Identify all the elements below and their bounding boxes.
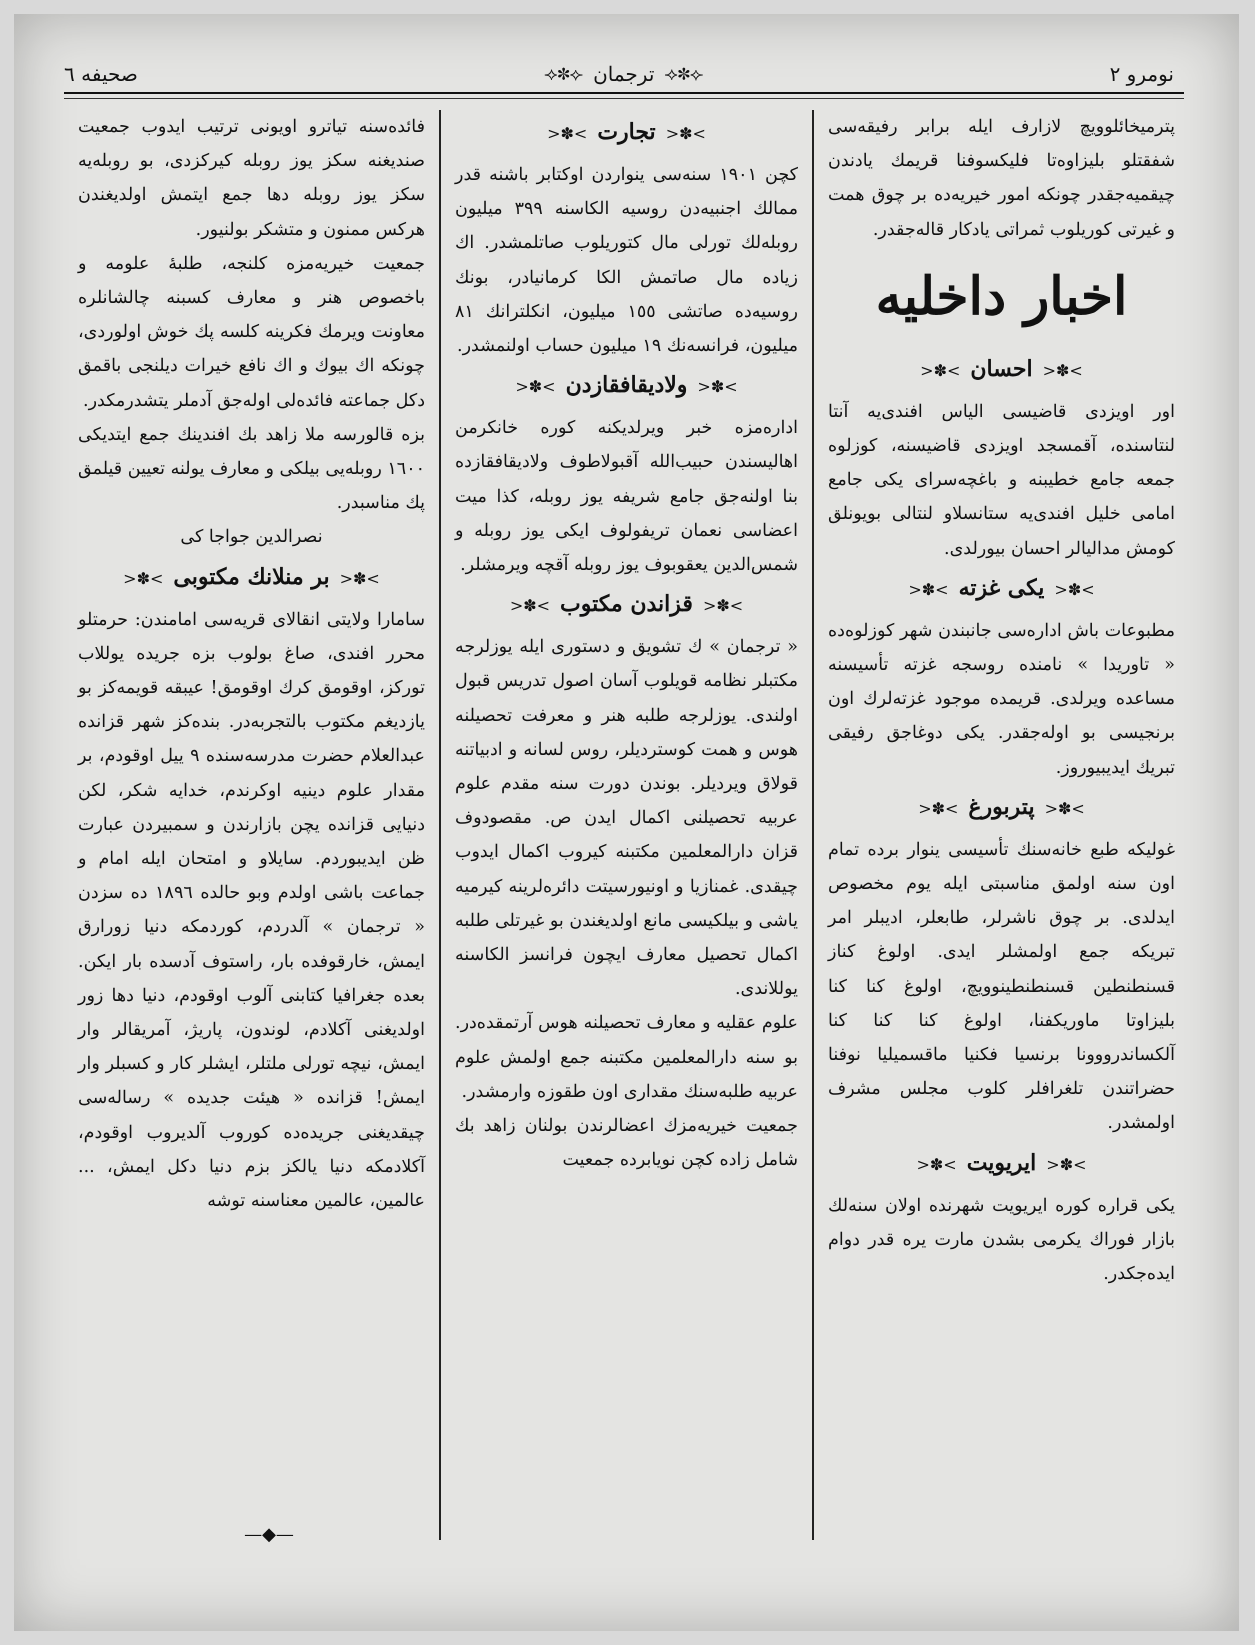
paragraph: « ترجمان » ك تشویق و دستوری ایله یوزلرجه مکتبلر نظامه قویلوب آسان اصول تدریس قبول اولندی. یوزلرجه طلبه هنر و معرفت تحصیلنه هوس و همت کوستردیلر، روس لسانه و ادبیاتنه قولاق ویردیلر. بوندن دورت سنه مقدم علوم عربیه تحصیلنی اکمال ایدن ص. مقصودوف قزان دارالمعلمین مکتبنه کیروب اکمال ایدوب چیقدی. غمنازیا و اونیورسیتت دائره‌لرینه کیرمیه یاشی و بیلکیسی مانع اولدیغندن بو غیرتلی طلبه اکمال تحصیل معارف ایچون فرانسز الکاسنه یوللاندی. (455, 637, 798, 1000)
issue-number: نومرو ٢ (1109, 62, 1174, 86)
paragraph: کچن ١٩٠١ سنه‌سی ینواردن اوکتابر باشنه قدر ممالك اجنبیه‌دن روسیه الکاسنه ٣٩٩ میلیون روبله‌لك تورلی مال کتوریلوب صاتلمشدر. اك زیاده مال صاتمش الکا کرمانیادر، بونك روسیه‌ده صاتشی ١٥٥ میلیون، انکلترانك ٨١ میلیون، فرانسه‌نك ١٩ میلیون حساب اولنمشدر. (455, 165, 799, 357)
ornament-icon: >✽< (908, 579, 949, 599)
paragraph: بزه قالورسه ملا زاهد بك افندینك جمع ایتدیکی ١٦٠٠ روبله‌یی بیلکی و معارف یولنه تعیین قیلمق پك مناسبدر. (78, 424, 425, 514)
paragraph: فائده‌سنه تیاترو اویونی ترتیب ایدوب جمعیت صندیغنه سکز یوز روبله کیرکزدی، بو روبله‌یه سکز یوز روبله دها جمع ایتمش اولدیغندن هرکس ممنون و متشکر بولنیور. (78, 117, 425, 240)
masthead (544, 62, 703, 86)
paragraph: سامارا ولایتی انقالای قریه‌سی امامندن: حرمتلو محرر افندی، صاغ بولوب بزه جریده یوللاب تورکز، اوقومق کرك اوقومق! عیبقه قویمه‌کز بو یازدیغم مکتوب بالتجربه‌در. بنده‌کز شهر قزانده عبدالعلام حضرت مدرسه‌سنده ٩ ییل اوقودم، بر مقدار علوم دینیه اوکرندم، خدایه شکر، لکن دنیایی قزانده یچن بازارندن و سمبیردن عبارت ظن ایدیبوردم. سایلاو و امتحان ایله امام و جماعت باشی اولدم وبو حالده ١٨٩٦ ده سزدن « ترجمان » آلدردم، کوردمکه دنیا زورارق ایمش، خارقوفده بار، راستوف آدسده بار ایکن. بعده جغرافیا کتابنی آلوب اوقودم، دنیا دها زور اولدیغنی آکلادم، لوندون، پاریژ، آمریقالر وار ایمش، نیچه تورلی ملتلر، ایشلر کار و کسبلر وار ایمش! قزانده « هیئت جدیده » رساله‌سی چیقدیغنی جریده‌ده کوروب آلدیروب اوقودم، آکلادمکه دنیا یالکز بزم دنیا دکل ایمش، ... عالمین، عالمین معناسنه توشه (78, 609, 425, 1212)
page-number: صحیفه ٦ (64, 62, 138, 86)
ornament-icon: >✽< (1042, 360, 1083, 380)
page-header (64, 54, 1174, 94)
section-title-domestic-news: اخبار داخلیه (875, 265, 1128, 327)
header-rule (64, 92, 1184, 94)
paragraph: اداره‌مزه خبر ویرلدیکنه کوره خانکرمن اهالیسندن حبیب‌الله آقبولاطوف ولادیقافقازده بنا اولنه‌جق جامع شریفه یوز روبله، کذا میت اعضاسی نعمان تریفولوف ایکی یوز روبله و شمس‌الدین یعقوبوف یوز روبله آقچه ویرمشلر. (455, 418, 798, 576)
paragraph: پترمیخائلوویچ لازارف ایله برابر رفیقه‌سی شفقتلو بلیزاوه‌تا فلیکسوفنا قریمك یادندن چیقمیه‌جقدر چونکه امور خیریه‌ده بر چوق همت و غیرتی کوریلوب ثمراتی یادکار قاله‌جقدر. (828, 117, 1175, 240)
paragraph: اور اویزدی قاضیسی الیاس افندی‌یه آنتا لنتاسنده، آقمسجد اویزدی قاضیسنه، کوزلوه جمعه جامع خطیبنه و باغچه‌سرای یکی جامع امامی خلیل افندی‌یه ستانسلاو لنتالی بویونلق کومش مدالیالر احسان بیورلدی. (828, 401, 1175, 559)
ornament-icon: >✽< (918, 798, 959, 818)
ornament-icon: >✽< (697, 377, 738, 397)
paragraph: مطبوعات باش اداره‌سی جانبندن شهر کوزلوه‌ده « تاوریدا » نامنده روسجه غزته تأسیسنه مساعده ویرلدی. قریمده موجود غزته‌لرك اون برنجیسی بو اوله‌جقدر. یکی دوغاجق رفیقی تبریك ایدیبیوروز. (828, 620, 1175, 778)
paragraph: جمعیت خیریه‌مزك اعضالرندن بولنان زاهد بك شامل زاده کچن نویابرده جمعیت (455, 1116, 798, 1171)
signature: نصرالدین جواجا کی (180, 527, 323, 548)
heading-trade: >✽<تجارت>✽< (547, 119, 706, 145)
columns (64, 110, 1189, 1540)
ornament-icon: >✽< (339, 568, 380, 588)
heading-kazan-letter: >✽<قزاندن مکتوب>✽< (509, 591, 744, 618)
ornament-icon: ⟢✽⟣ (664, 63, 704, 85)
heading-petersburg: >✽<پتربورغ>✽< (918, 793, 1085, 820)
ornament-icon: >✽< (916, 1154, 957, 1174)
ornament-icon: >✽< (702, 596, 744, 616)
heading-erivan: >✽<ایریویت>✽< (916, 1149, 1087, 1176)
newspaper-title: ترجمان (593, 62, 655, 86)
ornament-icon: ⟢✽⟣ (544, 63, 584, 85)
header-rule-thin (64, 98, 1184, 99)
paragraph: غولیکه طبع خانه‌سنك تأسیسی ینوار برده تمام اون سنه اولمق مناسبتی ایله یوم مخصوص ایدلدی. بر چوق ناشرلر، طابعلر، ادیبلر امر تبریکه جمع اولمشلر ایدی. اولوغ کناز قسنطنطین قسنطنطینوویچ، اولوغ کنا کنا بلیزاوتا ماوریکفنا، اولوغ کنا کنا کنا آلکساندرووونا برنسیا فکنیا ماقسمیلیا نوفنا حضراتندن تلغرافلر کلوب مجلس مشرف اولمشدر. (828, 839, 1175, 1134)
ornament-icon: >✽< (1054, 579, 1095, 599)
heading-vladikavkaz: >✽<ولادیقافقازدن>✽< (515, 372, 738, 399)
middle-column (439, 110, 814, 1540)
ornament-icon: >✽< (515, 377, 556, 397)
paragraph: علوم عقلیه و معارف تحصیلنه هوس آرتمقده‌در. بو سنه دارالمعلمین مکتبنه جمع اولمش علوم عربیه طلبه‌سنك مقداری اون طقوزه وارمشدر. (455, 1013, 798, 1102)
footer-ornament-icon: —◆— (244, 1524, 294, 1545)
ornament-icon: >✽< (123, 568, 164, 588)
ornament-icon: >✽< (1044, 798, 1085, 818)
heading-ehsan: >✽<احسان>✽< (920, 355, 1083, 382)
heading-new-newspaper: >✽<یکی غزته>✽< (908, 574, 1095, 601)
paragraph: یکی قراره کوره ایریویت شهرنده اولان سنه‌لك بازار فوراك یکرمی بشدن مارت یره قدر دوام ایده‌جکدر. (828, 1195, 1175, 1285)
ornament-icon: >✽< (509, 596, 551, 616)
left-column (64, 110, 439, 1540)
ornament-icon: >✽< (1046, 1154, 1087, 1174)
ornament-icon: >✽< (665, 124, 706, 143)
heading-mullah-letter: >✽<بر منلانك مکتوبی>✽< (123, 563, 380, 590)
newspaper-page (14, 14, 1239, 1631)
paragraph: جمعیت خیریه‌مزه کلنجه، طلبهٔ علومه و باخصوص هنر و معارف کسبنه چالشانلره معاونت ویرمك فکرینه کلسه پك خوش اولوردی، چونکه اك بیوك و اك نافع خیرات دیلنجی باقمق دکل جماعته فائده‌لی اوله‌جق آدملر یتشدرمکدر. (78, 253, 425, 411)
ornament-icon: >✽< (920, 360, 961, 380)
ornament-icon: >✽< (547, 124, 588, 143)
right-column (814, 110, 1189, 1540)
